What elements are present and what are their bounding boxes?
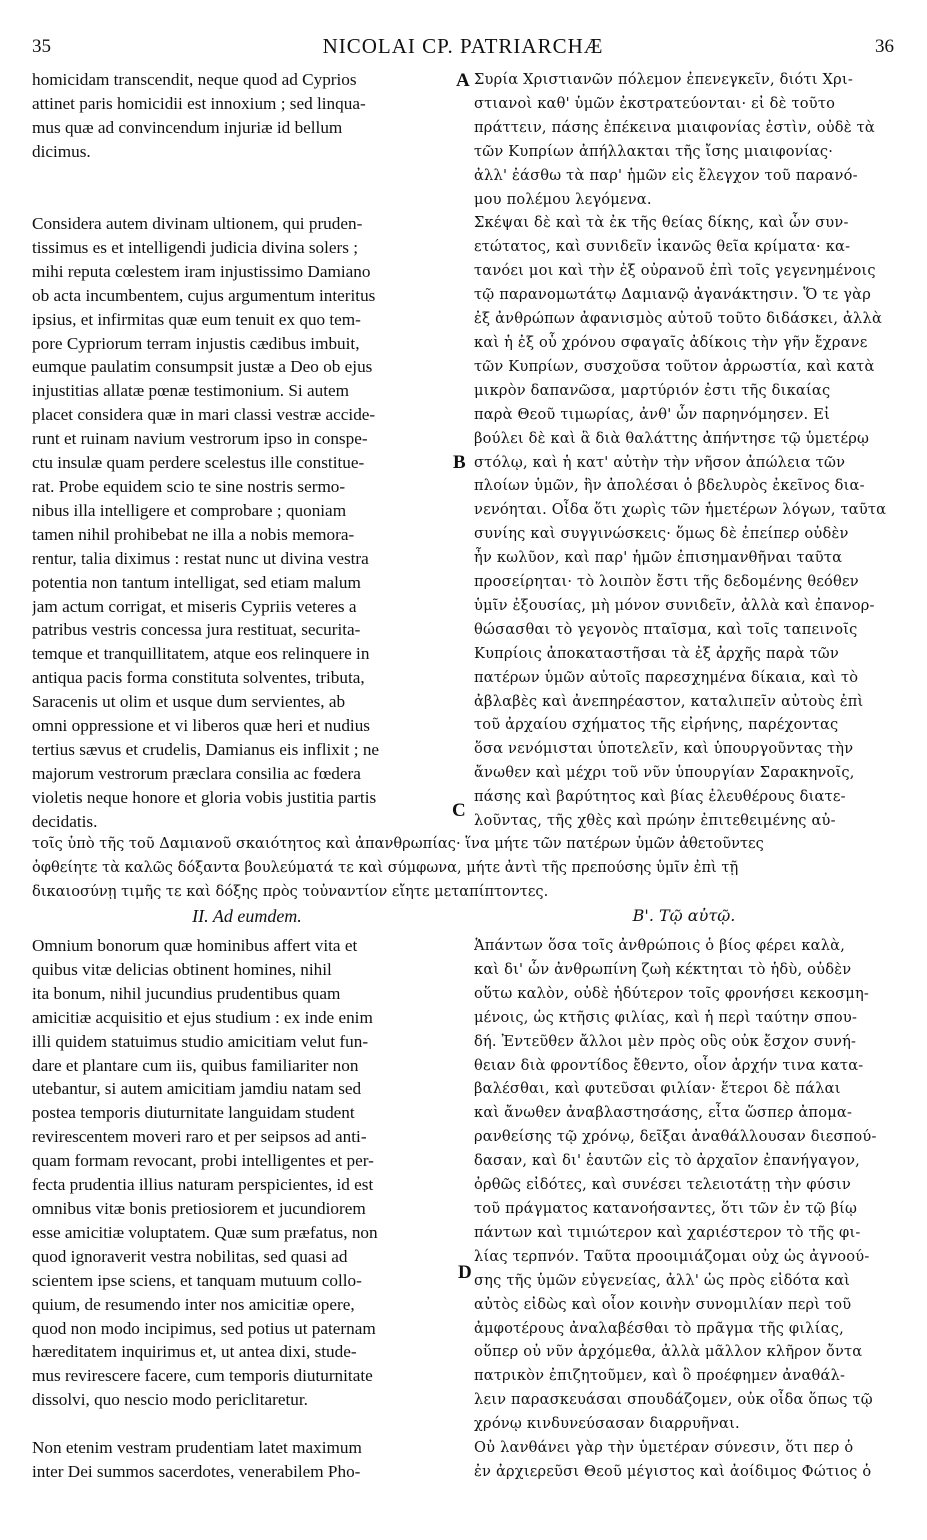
- text-line: πάντων καὶ τιμιώτερον καὶ χαριέστερον τὸ τῆς φι-: [474, 1223, 861, 1241]
- text-line: Συρία Χριστιανῶν πόλεμον ἐπενεγκεῖν, διότι Χρι-: [474, 71, 853, 88]
- text-line: ὑμῖν ἐξουσίας, μὴ μόνον συνιδεῖν, ἀλλὰ καὶ ἐπανορ-: [474, 596, 875, 614]
- text-line: ἐν ἀρχιερεῦσι Θεοῦ μέγιστος καὶ ἀοίδιμος Φώτιος ὁ: [474, 1462, 872, 1480]
- text-line: ἀβλαβὲς καὶ ἀνεπηρέαστον, καταλιπεῖν αὐτοὺς ἐπὶ: [474, 692, 864, 710]
- text-line: βούλει δὲ καὶ ἃ διὰ θαλάττης ἀπήντησε τῷ ὑμετέρῳ: [474, 429, 870, 447]
- margin-marker-a: A: [456, 70, 470, 91]
- text-line: συνίης καὶ συγγινώσκεις· ὅμως δὲ ἐπείπερ οὐδὲν: [474, 525, 849, 543]
- text-line: ἀμφοτέρους ἀναλαβέσθαι τὸ πρᾶγμα τῆς φιλίας,: [474, 1319, 844, 1337]
- text-line: esse amicitiæ voluptatem. Quæ sum præfatus, non: [32, 1222, 378, 1242]
- text-line: tamen nihil prohibebat ne illa a nobis memora-: [32, 524, 355, 544]
- text-line: τοῦ πράγματος κατανοήσαντες, ὅτι τῶν ἐν τῷ βίῳ: [474, 1199, 858, 1217]
- text-line: scientem ipse sciens, et tanquam mutuum collo-: [32, 1270, 362, 1290]
- latin-column-block-4: [32, 1436, 462, 1484]
- text-line: Σκέψαι δὲ καὶ τὰ ἐκ τῆς θείας δίκης, καὶ ὧν συν-: [474, 214, 849, 232]
- text-line: tissimus es et intelligendi judicia divina solers ;: [32, 237, 359, 257]
- text-line: καὶ ἄνωθεν ἀναβλαστησάσης, εἶτα ὥσπερ ἀπομα-: [474, 1104, 853, 1122]
- text-line: inter Dei summos sacerdotes, venerabilem Pho-: [32, 1461, 361, 1481]
- text-line: τοῖς ὑπὸ τῆς τοῦ Δαμιανοῦ σκαιότητος καὶ ἀπανθρωπίας· ἵνα μήτε τῶν πατέρων ὑμῶν ἀθετοῦντες: [32, 835, 764, 852]
- text-line: ἀλλ' ἐάσθω τὰ παρ' ἡμῶν εἰς ἔλεγχον τοῦ παρανό-: [474, 166, 858, 184]
- greek-section-title: Β'. Τῷ αὐτῷ.: [632, 906, 736, 925]
- text-line: νενόηται. Οἶδα ὅτι χωρὶς τῶν ἡμετέρων λόγων, ταῦτα: [474, 501, 887, 519]
- text-line: omni oppressione et vi liberos quæ heri et nudius: [32, 716, 370, 736]
- text-line: ρανθείσης τῷ χρόνῳ, δεῖξαι ἀναθάλλουσαν διεσπού-: [474, 1128, 877, 1146]
- margin-marker-d: D: [458, 1262, 472, 1283]
- text-line: rat. Probe equidem scio te sine nostris sermo-: [32, 476, 346, 496]
- latin-column-block-2: [32, 212, 462, 834]
- text-line: majorum vestrorum præclara consilia ac fœdera: [32, 763, 361, 783]
- page-header: [32, 12, 894, 58]
- text-line: patribus vestris concessa jura restituat, securita-: [32, 620, 361, 640]
- text-line: quod ignoraverit vestra nobilitas, sed quasi ad: [32, 1246, 348, 1266]
- latin-column-block-3: [32, 934, 462, 1412]
- text-line: rentur, talia diximus : restat nunc ut divina vestra: [32, 548, 369, 568]
- text-line: quam formam revocant, probi intelligentes et per-: [32, 1151, 374, 1171]
- text-line: αὐτὸς εἰδὼς καὶ οἷον κοινὴν συνομιλίαν περὶ τοῦ: [474, 1295, 852, 1313]
- text-line: injustitias allatæ pœnæ testimonium. Si autem: [32, 381, 350, 401]
- text-line: καὶ δι' ὧν ἀνθρωπίνη ζωὴ κέκτηται τὸ ἡδὺ, οὐδὲν: [474, 960, 852, 978]
- text-line: σης τῆς ὑμῶν εὐγενείας, ἀλλ' ὡς πρὸς εἰδότα καὶ: [474, 1271, 851, 1289]
- text-line: ἄνωθεν καὶ μέχρι τοῦ νῦν ὑπουργίαν Σαρακηνοῖς,: [474, 764, 855, 782]
- greek-full-width-continuation: [32, 832, 894, 904]
- text-line: πράττειν, πάσης ἐπέκεινα μιαιφονίας ἐστὶν, οὐδὲ τὰ: [474, 118, 875, 136]
- text-line: hæreditatem inquirimus et, ut antea dixi, stude-: [32, 1342, 357, 1362]
- text-line: violetis neque honore et gloria vobis justitia partis: [32, 787, 377, 807]
- text-line: temque et tranquillitatem, atque eos relinquere in: [32, 644, 370, 664]
- text-line: pore Cypriorum terram injustis cædibus imbuit,: [32, 333, 360, 353]
- text-line: ctu insulæ quam perdere scelestus ille constitue-: [32, 453, 365, 473]
- text-line: placet considera quæ in mari classi vestræ accide-: [32, 405, 376, 425]
- text-line: Οὐ λανθάνει γὰρ τὴν ὑμετέραν σύνεσιν, ὅτι περ ὁ: [474, 1439, 854, 1456]
- text-line: potentia non tantum intelligat, sed etiam malum: [32, 572, 361, 592]
- text-line: jam actum corrigat, et miseris Cypriis veteres a: [32, 596, 357, 616]
- text-line: δή. Ἐντεῦθεν ἄλλοι μὲν πρὸς οὓς οὐκ ἔσχον συνή-: [474, 1032, 857, 1050]
- text-line: ἦν κωλῦον, καὶ παρ' ἡμῶν ἐπισημανθῆναι ταῦτα: [474, 549, 843, 567]
- text-line: eumque paulatim consumpsit justæ a Deo ob ejus: [32, 357, 373, 377]
- text-line: θειαν διὰ φροντίδος ἔθεντο, οἷον ἀρχήν τινα κατα-: [474, 1056, 864, 1074]
- text-line: Omnium bonorum quæ hominibus affert vita et: [32, 936, 358, 955]
- page-number-right: 36: [875, 36, 894, 57]
- latin-column-block-1: [32, 68, 462, 164]
- text-line: nibus illa intelligere et comprobare ; quoniam: [32, 500, 347, 520]
- text-line: στιανοὶ καθ' ὑμῶν ἐκστρατεύονται· εἰ δὲ τοῦτο: [474, 94, 836, 112]
- text-line: Κυπρίοις ἀποκαταστῆσαι τὰ ἐξ ἀρχῆς παρὰ τῶν: [474, 644, 839, 662]
- text-line: mus quæ ad convincendum injuriæ id bellum: [32, 117, 343, 137]
- text-line: revirescentem moveri raro et per seipsos ad anti-: [32, 1127, 367, 1147]
- text-line: quibus vitæ delicias obtinent homines, nihil: [32, 959, 332, 979]
- text-line: antiqua pacis forma constituta solventes, tributa,: [32, 668, 365, 688]
- text-line: ἐξ ἀνθρώπων ἀφανισμὸς αὐτοῦ τοῦτο διδάσκει, ἀλλὰ: [474, 310, 882, 328]
- text-line: illi quidem statuimus studio amicitiam velut fun-: [32, 1031, 369, 1051]
- text-line: ipsius, et infirmitas quæ eum tenuit ex quo tem-: [32, 309, 361, 329]
- page-number-left: 35: [32, 36, 51, 57]
- text-line: πατέρων ὑμῶν αὐτοῖς παρεσχημένα δίκαια, καὶ τὸ: [474, 668, 859, 686]
- text-line: καὶ ἡ ἐξ οὗ χρόνου σφαγαῖς ἀδίκοις τὴν γῆν ἔχρανε: [474, 333, 868, 351]
- greek-column-block-2: [474, 934, 894, 1436]
- text-line: δικαιοσύνῃ τιμῆς τε καὶ δόξης πρὸς τοὐναντίον εἴητε μεταπίπτοντες.: [32, 882, 549, 900]
- text-line: προσείρηται· τὸ λοιπὸν ἔστι τῆς δεδομένης θεόθεν: [474, 573, 859, 591]
- text-line: δασαν, καὶ δι' ἑαυτῶν εἰς τὸ ἀρχαῖον ἐπανήγαγον,: [474, 1152, 860, 1170]
- text-line: omnibus vitæ bonis pretiosiorem et jucundiorem: [32, 1198, 366, 1218]
- text-line: postea temporis diuturnitate languidam student: [32, 1103, 355, 1123]
- latin-section-title: II. Ad eumdem.: [192, 906, 302, 926]
- greek-column-block-3: [474, 1436, 894, 1484]
- text-line: πάσης καὶ βαρύτητος καὶ βίας ἐλευθέρους διατε-: [474, 788, 846, 806]
- running-title: NICOLAI CP. PATRIARCHÆ: [322, 34, 604, 58]
- text-line: τανόει μοι καὶ τὴν ἐξ οὐρανοῦ ἐπὶ τοῖς γεγενημένοις: [474, 262, 876, 280]
- text-line: μου πολέμου λεγόμενα.: [474, 190, 652, 208]
- text-line: homicidam transcendit, neque quod ad Cyprios: [32, 70, 357, 89]
- text-line: στόλῳ, καὶ ἡ κατ' αὐτὴν τὴν νῆσον ἀπώλεια τῶν: [474, 453, 846, 471]
- text-line: τοῦ ἀρχαίου σχήματος τῆς εἰρήνης, παρέχοντας: [474, 716, 839, 734]
- text-line: λειν παρασκευάσαι σπουδάζομεν, οὐκ οἶδα ὅπως τῷ: [474, 1391, 873, 1409]
- text-line: πατρικὸν ἐπιζητοῦμεν, καὶ ὃ προέφημεν ἀναθάλ-: [474, 1367, 846, 1385]
- text-line: amicitiæ acquisitio et ejus studium : ex inde enim: [32, 1007, 373, 1027]
- text-line: mihi reputa cœlestem iram injustissimo Damiano: [32, 261, 371, 281]
- text-line: ετώτατος, καὶ συνιδεῖν ἱκανῶς θεῖα κρίματα· κα-: [474, 238, 851, 256]
- text-line: dare et plantare cum iis, quibus familiariter non: [32, 1055, 359, 1075]
- text-line: παρὰ Θεοῦ τιμωρίας, ἀνθ' ὧν παρηνόμησεν. Εἰ: [474, 405, 831, 423]
- text-line: τῶν Κυπρίων ἀπήλλακται τῆς ἴσης μιαιφονίας·: [474, 142, 834, 160]
- text-line: decidatis.: [32, 811, 98, 831]
- text-line: μικρὸν δαπανῶσα, μαρτύριόν ἐστι τῆς δικαίας: [474, 381, 831, 399]
- text-line: tertius sævus et crudelis, Damianus eis inflixit ; ne: [32, 739, 380, 759]
- text-line: ob acta incumbentem, cujus argumentum interitus: [32, 285, 376, 305]
- text-line: τῶν Κυπρίων, συσχοῦσα τοῦτον ἀρρωστία, καὶ κατὰ: [474, 357, 875, 375]
- text-line: λοῦντας, τῆς χθὲς καὶ πρώην ἐπιτεθειμένης αὐ-: [474, 812, 836, 830]
- text-line: Non etenim vestram prudentiam latet maximum: [32, 1438, 362, 1457]
- text-line: βαλέσθαι, καὶ φυτεῦσαι φιλίαν· ἕτεροι δὲ πάλαι: [474, 1080, 841, 1098]
- text-line: χρόνῳ κινδυνεύσασαν διαρρυῆναι.: [474, 1415, 740, 1433]
- text-line: Saracenis ut olim et usque dum servientes, ab: [32, 692, 346, 712]
- text-line: θώσασθαι τὸ γεγονὸς πταῖσμα, καὶ τοῖς ταπεινοῖς: [474, 620, 858, 638]
- text-line: μένοις, ὡς κτῆσις φιλίας, καὶ ἡ περὶ ταύτην σπου-: [474, 1008, 858, 1026]
- margin-marker-c: C: [452, 800, 466, 821]
- text-line: fecta prudentia illius naturam perspicientes, id est: [32, 1175, 374, 1195]
- text-line: οὕτω καλὸν, οὐδὲ ἡδύτερον τοῖς φρονήσει κεκοσμη-: [474, 984, 870, 1002]
- text-line: utebantur, si autem amicitiam jamdiu natam sed: [32, 1079, 362, 1099]
- text-line: ὀρθῶς εἰδότες, καὶ συνέσει τελειοτάτῃ τὴν φύσιν: [474, 1176, 852, 1194]
- text-line: attinet paris homicidii est innoxium ; sed linqua-: [32, 93, 366, 113]
- text-line: τῷ παρανομωτάτῳ Δαμιανῷ ἀγανάκτησιν. Ὅ τε γὰρ: [474, 286, 872, 304]
- text-line: quium, de resumendo inter nos amicitiæ opere,: [32, 1294, 355, 1314]
- margin-marker-b: B: [453, 452, 466, 473]
- text-line: λίας τερπνόν. Ταῦτα προοιμιάζομαι οὐχ ὡς ἀγνοού-: [474, 1247, 870, 1265]
- text-line: dissolvi, quo nescio modo periclitaretur.: [32, 1390, 308, 1410]
- text-line: quod non modo incipimus, sed potius ut paternam: [32, 1318, 376, 1338]
- text-line: Ἁπάντων ὅσα τοῖς ἀνθρώποις ὁ βίος φέρει καλὰ,: [474, 937, 846, 954]
- text-line: ita bonum, nihil jucundius prudentibus quam: [32, 983, 341, 1003]
- text-line: Considera autem divinam ultionem, qui pruden-: [32, 214, 363, 233]
- text-line: ὀφθείητε τὰ καλῶς δόξαντα βουλεύματά τε καὶ σύμφωνα, μήτε ἀντὶ τῆς πρεπούσης ὑμῖν ἐπὶ τῇ: [32, 858, 739, 876]
- text-line: dicimus.: [32, 141, 91, 161]
- text-line: runt et ruinam navium vestrorum ipso in conspe-: [32, 429, 368, 449]
- greek-column-block-1: [474, 68, 894, 833]
- text-line: mus revirescere facere, cum temporis diuturnitate: [32, 1366, 373, 1386]
- text-line: πλοίων ὑμῶν, ἣν ἀπολέσαι ὁ βδελυρὸς ἐκεῖνος δια-: [474, 477, 865, 495]
- text-line: ὅσα νενόμισται ὑποτελεῖν, καὶ ὑπουργοῦντας τὴν: [474, 740, 854, 758]
- text-line: οὕπερ οὐ νῦν ἀρχόμεθα, ἀλλὰ μᾶλλον κλῆρον ὄντα: [474, 1343, 863, 1361]
